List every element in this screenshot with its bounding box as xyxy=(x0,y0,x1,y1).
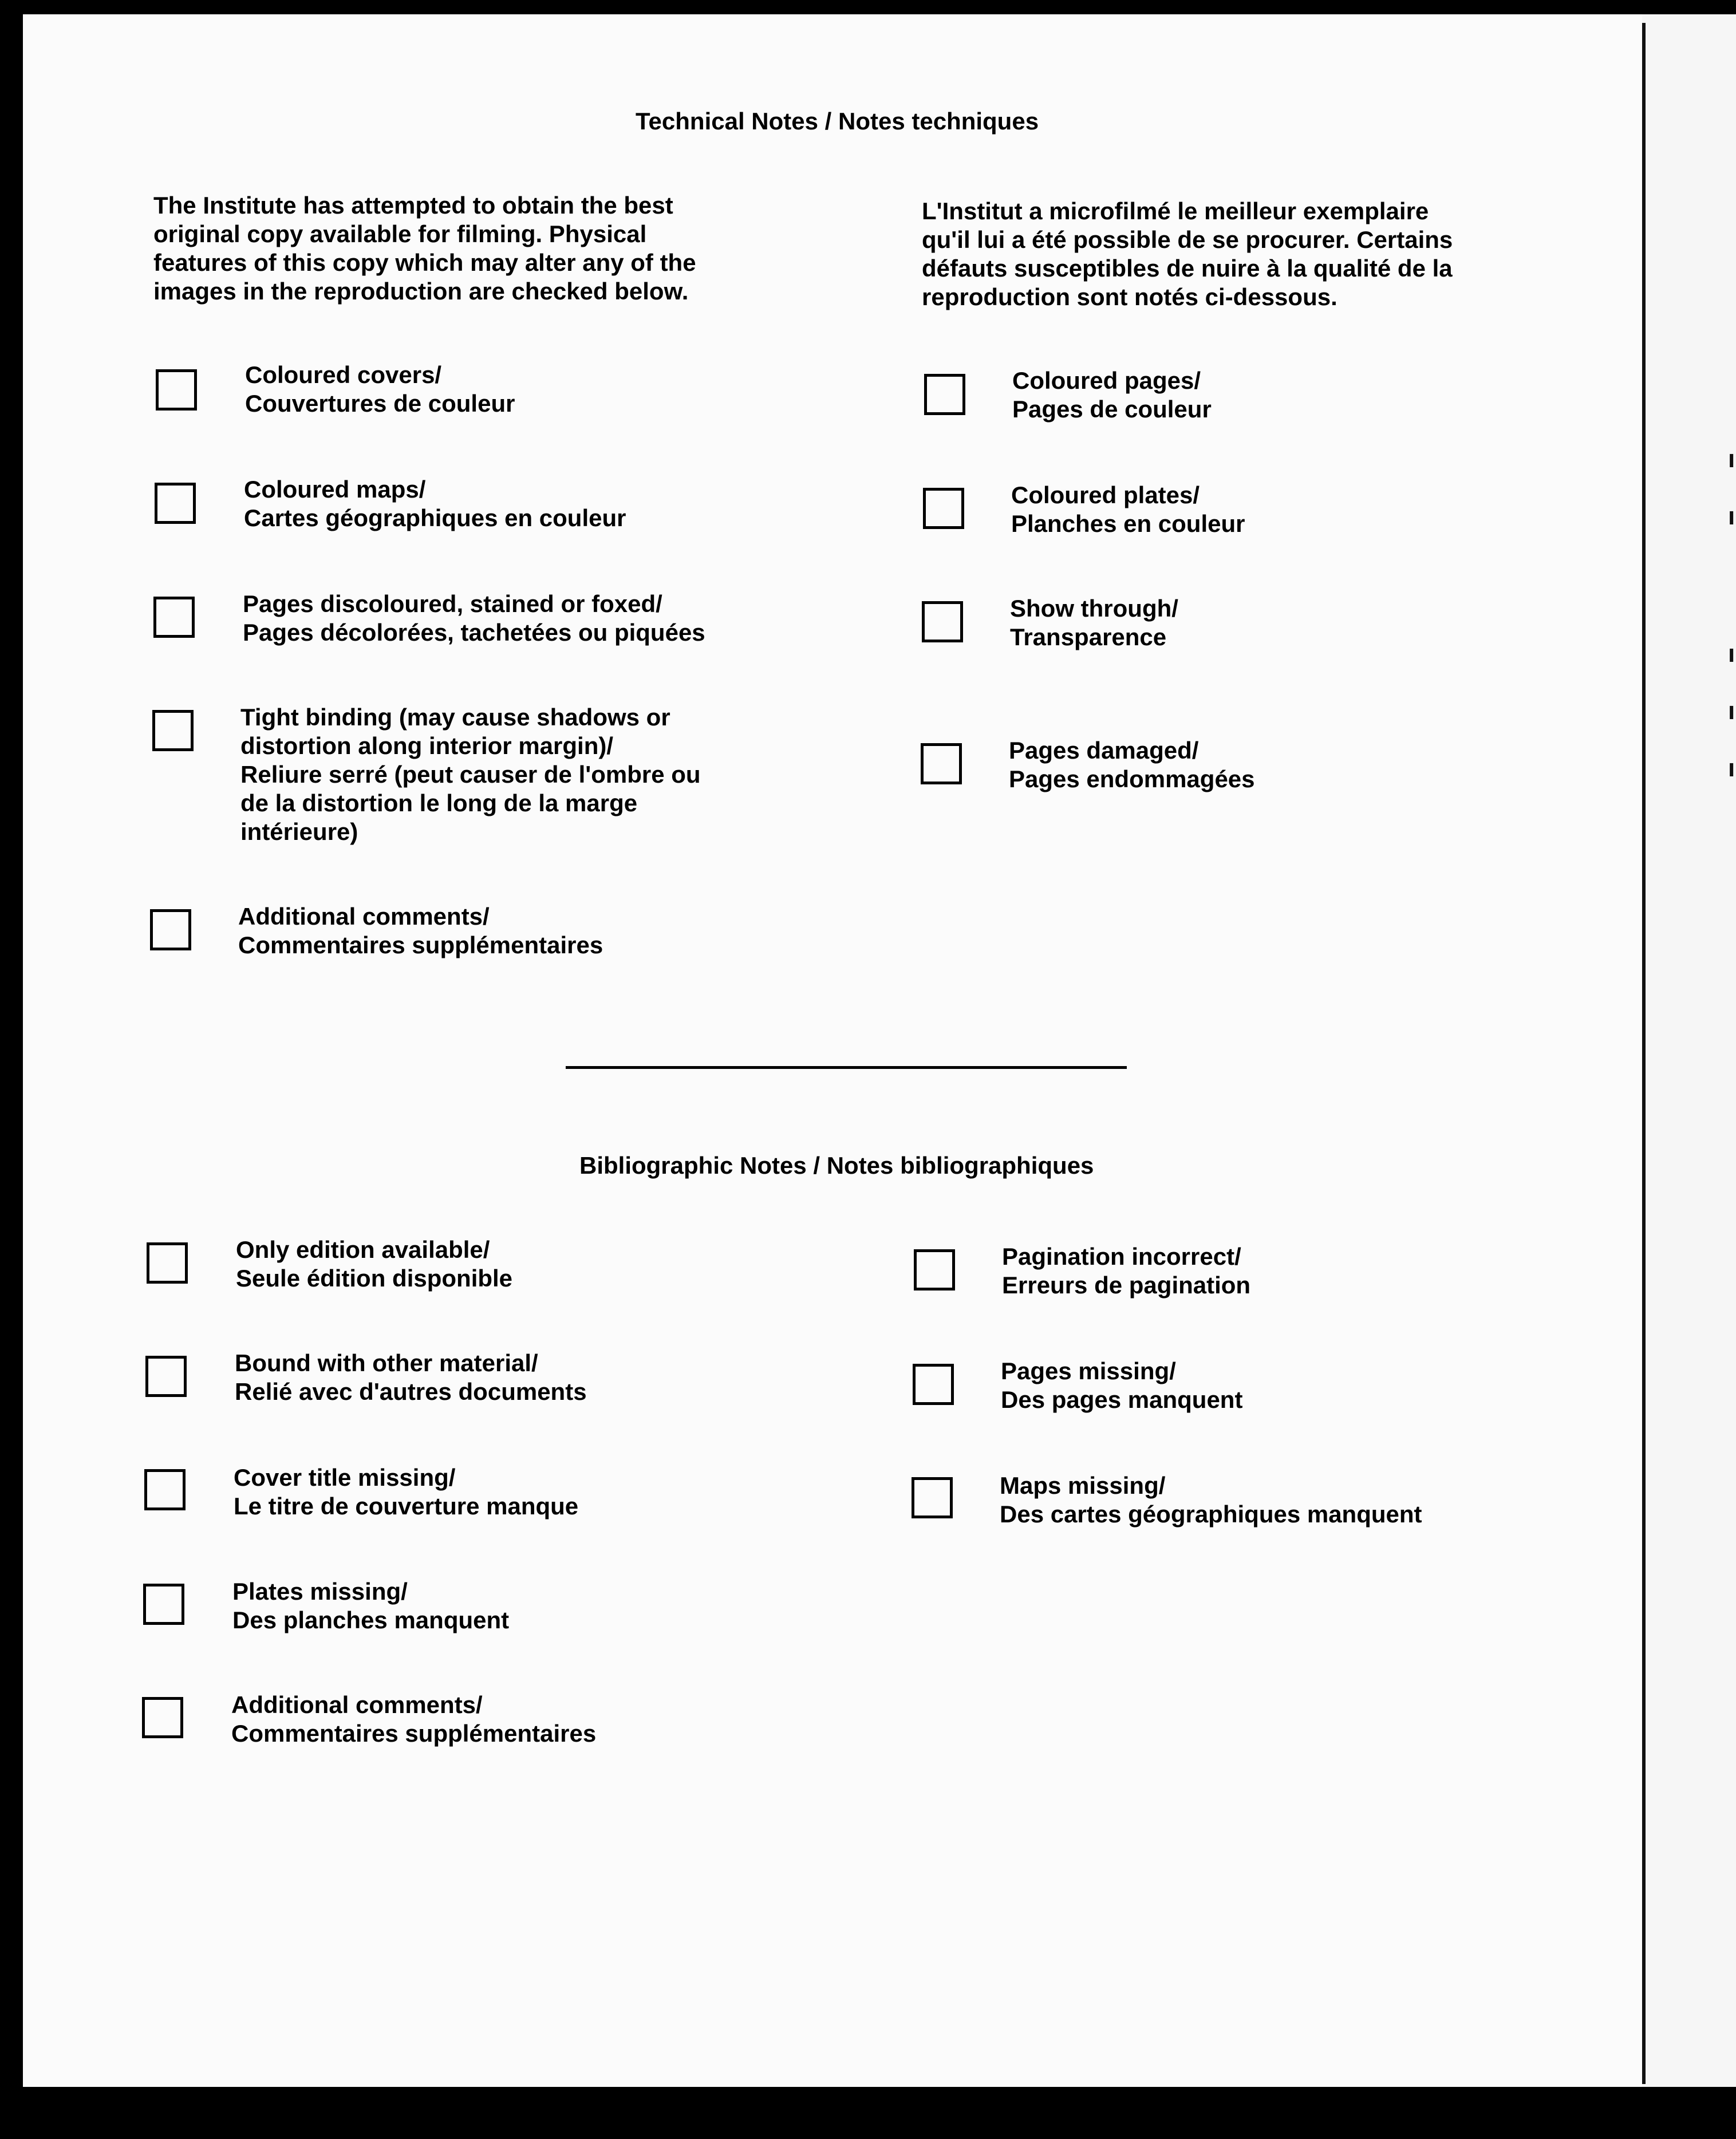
label-cover-title-missing: Cover title missing/ Le titre de couverture manque xyxy=(234,1464,579,1520)
label-maps-missing: Maps missing/ Des cartes géographiques manquent xyxy=(1000,1472,1422,1528)
page-fold-line xyxy=(1642,23,1646,2084)
technical-intro-fr: L'Institut a microfilmé le meilleur exemplaire qu'il lui a été possible de se procurer. Certains défauts susceptibles de nuire à la qualité de la reproduction sont notés ci-dessous. xyxy=(922,198,1453,310)
checkbox-cover-title-missing[interactable] xyxy=(144,1469,186,1510)
label-coloured-covers: Coloured covers/ Couvertures de couleur xyxy=(245,361,515,417)
label-coloured-plates: Coloured plates/ Planches en couleur xyxy=(1011,482,1245,537)
section-divider xyxy=(566,1066,1127,1069)
checkbox-coloured-pages[interactable] xyxy=(924,374,965,415)
checkbox-pages-discoloured[interactable] xyxy=(153,597,195,638)
form-page xyxy=(23,14,1643,2087)
label-coloured-maps: Coloured maps/ Cartes géographiques en couleur xyxy=(244,476,626,531)
label-tight-binding: Tight binding (may cause shadows or distortion along interior margin)/ Reliure serré (peut causer de l'ombre ou de la distortion le long de la marge intérieure) xyxy=(240,704,701,845)
checkbox-pages-missing[interactable] xyxy=(913,1364,954,1405)
edge-glyph: ı xyxy=(1728,640,1735,668)
label-bound-with: Bound with other material/ Relié avec d'autres documents xyxy=(235,1349,587,1405)
checkbox-technical-additional-comments[interactable] xyxy=(150,909,191,950)
label-show-through: Show through/ Transparence xyxy=(1010,595,1178,650)
checkbox-only-edition[interactable] xyxy=(147,1242,188,1284)
checkbox-coloured-maps[interactable] xyxy=(155,483,196,524)
label-coloured-pages: Coloured pages/ Pages de couleur xyxy=(1012,367,1212,423)
technical-intro-en: The Institute has attempted to obtain the best original copy available for filming. Physical features of this copy which may alter any of the images in the reproduction are checked below. xyxy=(153,192,696,305)
checkbox-pages-damaged[interactable] xyxy=(921,743,962,784)
checkbox-bibliographic-additional-comments[interactable] xyxy=(142,1697,183,1738)
label-pages-damaged: Pages damaged/ Pages endommagées xyxy=(1009,737,1255,792)
adjacent-page-edge xyxy=(1642,14,1736,2087)
edge-glyph: ı xyxy=(1728,502,1735,530)
technical-notes-title: Technical Notes / Notes techniques xyxy=(636,108,1039,135)
label-only-edition: Only edition available/ Seule édition disponible xyxy=(236,1236,513,1292)
label-plates-missing: Plates missing/ Des planches manquent xyxy=(232,1578,510,1633)
checkbox-coloured-plates[interactable] xyxy=(923,488,964,529)
checkbox-coloured-covers[interactable] xyxy=(156,369,197,411)
checkbox-pagination-incorrect[interactable] xyxy=(914,1249,955,1290)
label-technical-additional-comments: Additional comments/ Commentaires supplémentaires xyxy=(238,903,603,958)
checkbox-maps-missing[interactable] xyxy=(912,1477,953,1518)
checkbox-show-through[interactable] xyxy=(922,601,963,642)
checkbox-tight-binding[interactable] xyxy=(152,710,194,751)
checkbox-bound-with[interactable] xyxy=(145,1356,187,1397)
edge-glyph: ı xyxy=(1728,697,1735,725)
label-pagination-incorrect: Pagination incorrect/ Erreurs de pagination xyxy=(1002,1243,1251,1299)
label-pages-missing: Pages missing/ Des pages manquent xyxy=(1001,1357,1243,1413)
checkbox-plates-missing[interactable] xyxy=(143,1584,184,1625)
edge-glyph: ı xyxy=(1728,754,1735,782)
label-bibliographic-additional-comments: Additional comments/ Commentaires supplémentaires xyxy=(231,1691,597,1747)
bibliographic-notes-title: Bibliographic Notes / Notes bibliographiques xyxy=(579,1152,1094,1179)
label-pages-discoloured: Pages discoloured, stained or foxed/ Pages décolorées, tachetées ou piquées xyxy=(243,590,705,646)
edge-glyph: ı xyxy=(1728,445,1735,473)
